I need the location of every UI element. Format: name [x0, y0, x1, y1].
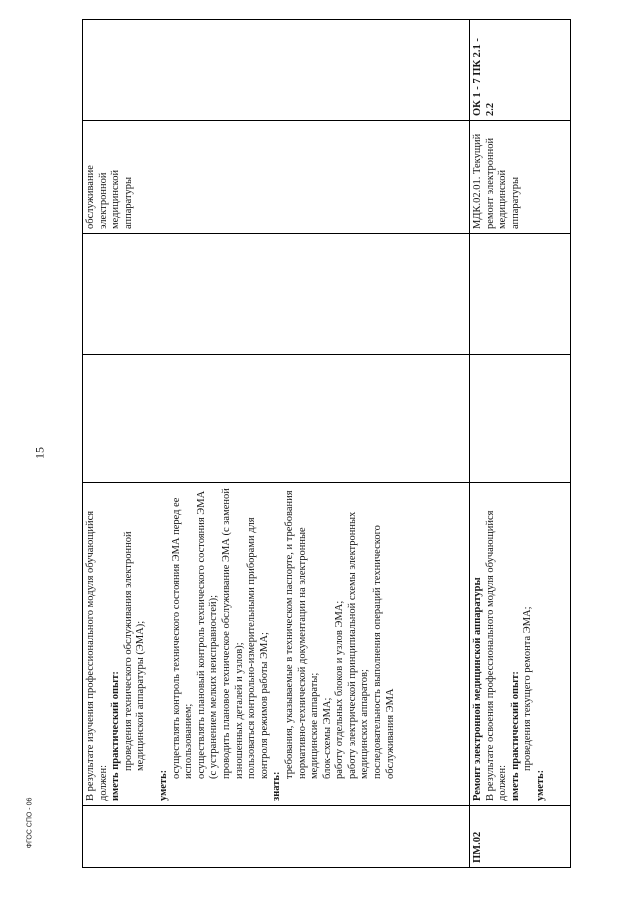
content-heading: иметь практический опыт:: [110, 671, 122, 801]
module-code-cell: ПМ.02: [470, 806, 571, 868]
hours-cell-b: [470, 234, 571, 355]
rotated-table-wrapper: [82, 20, 568, 868]
discipline-cell: обслуживание электронной медицинской аппаратуры: [83, 121, 470, 234]
content-line: работу отдельных блоков и узлов ЭМА;: [334, 600, 346, 779]
module-title: Ремонт электронной медицинской аппаратуры: [472, 577, 483, 801]
footer-code: ФГОС СПО - 06: [26, 797, 34, 849]
curriculum-table: [82, 19, 571, 868]
module-code-cell: [83, 806, 470, 868]
content-line: пользоваться контрольно-измерительными приборами для контроля режимов работы ЭМА;: [246, 517, 270, 779]
content-heading: уметь:: [157, 769, 169, 801]
content-line: проводить плановое техническое обслуживание ЭМА (с заменой изношенных деталей и узлов);: [220, 488, 245, 779]
page-number: 15: [32, 447, 47, 459]
content-line: требования, указываемые в техническом паспорте, и требования нормативно-технической документации на электронные медицинские аппараты;: [283, 490, 321, 779]
hours-cell-a: [470, 355, 571, 483]
content-line: осуществлять контроль технического состояния ЭМА перед ее использованием;: [170, 497, 195, 779]
competencies-cell: ОК 1 - 7 ПК 2.1 - 2.2: [470, 20, 571, 121]
module-content-cell: [83, 483, 470, 806]
content-heading: знать:: [271, 771, 283, 801]
content-line: проведения технического обслуживания электронной медицинской аппаратуры (ЭМА);: [122, 531, 147, 771]
table-row: [83, 20, 470, 868]
content-line: В результате освоения профессионального модуля обучающийся должен:: [484, 510, 509, 801]
hours-cell-a: [83, 355, 470, 483]
hours-cell-b: [83, 234, 470, 355]
content-line: осуществлять плановый контроль технического состояния ЭМА (с устранением мелких неисправностей);: [195, 490, 220, 779]
content-heading: уметь:: [534, 769, 546, 801]
content-heading: иметь практический опыт:: [509, 671, 521, 801]
content-line: блок-схемы ЭМА;: [321, 697, 333, 779]
content-line: работу электрической принципиальной схемы электронных медицинских аппаратов;: [346, 511, 371, 779]
discipline-cell: МДК.02.01. Текущий ремонт электронной медицинской аппаратуры: [470, 121, 571, 234]
table-row: [470, 20, 571, 868]
content-line: В результате изучения профессионального модуля обучающийся должен:: [85, 510, 109, 801]
content-line: последовательность выполнения операций технического обслуживания ЭМА: [372, 525, 396, 779]
module-content-cell: [470, 483, 571, 806]
competencies-cell: [83, 20, 470, 121]
content-line: проведения текущего ремонта ЭМА;: [522, 606, 534, 771]
